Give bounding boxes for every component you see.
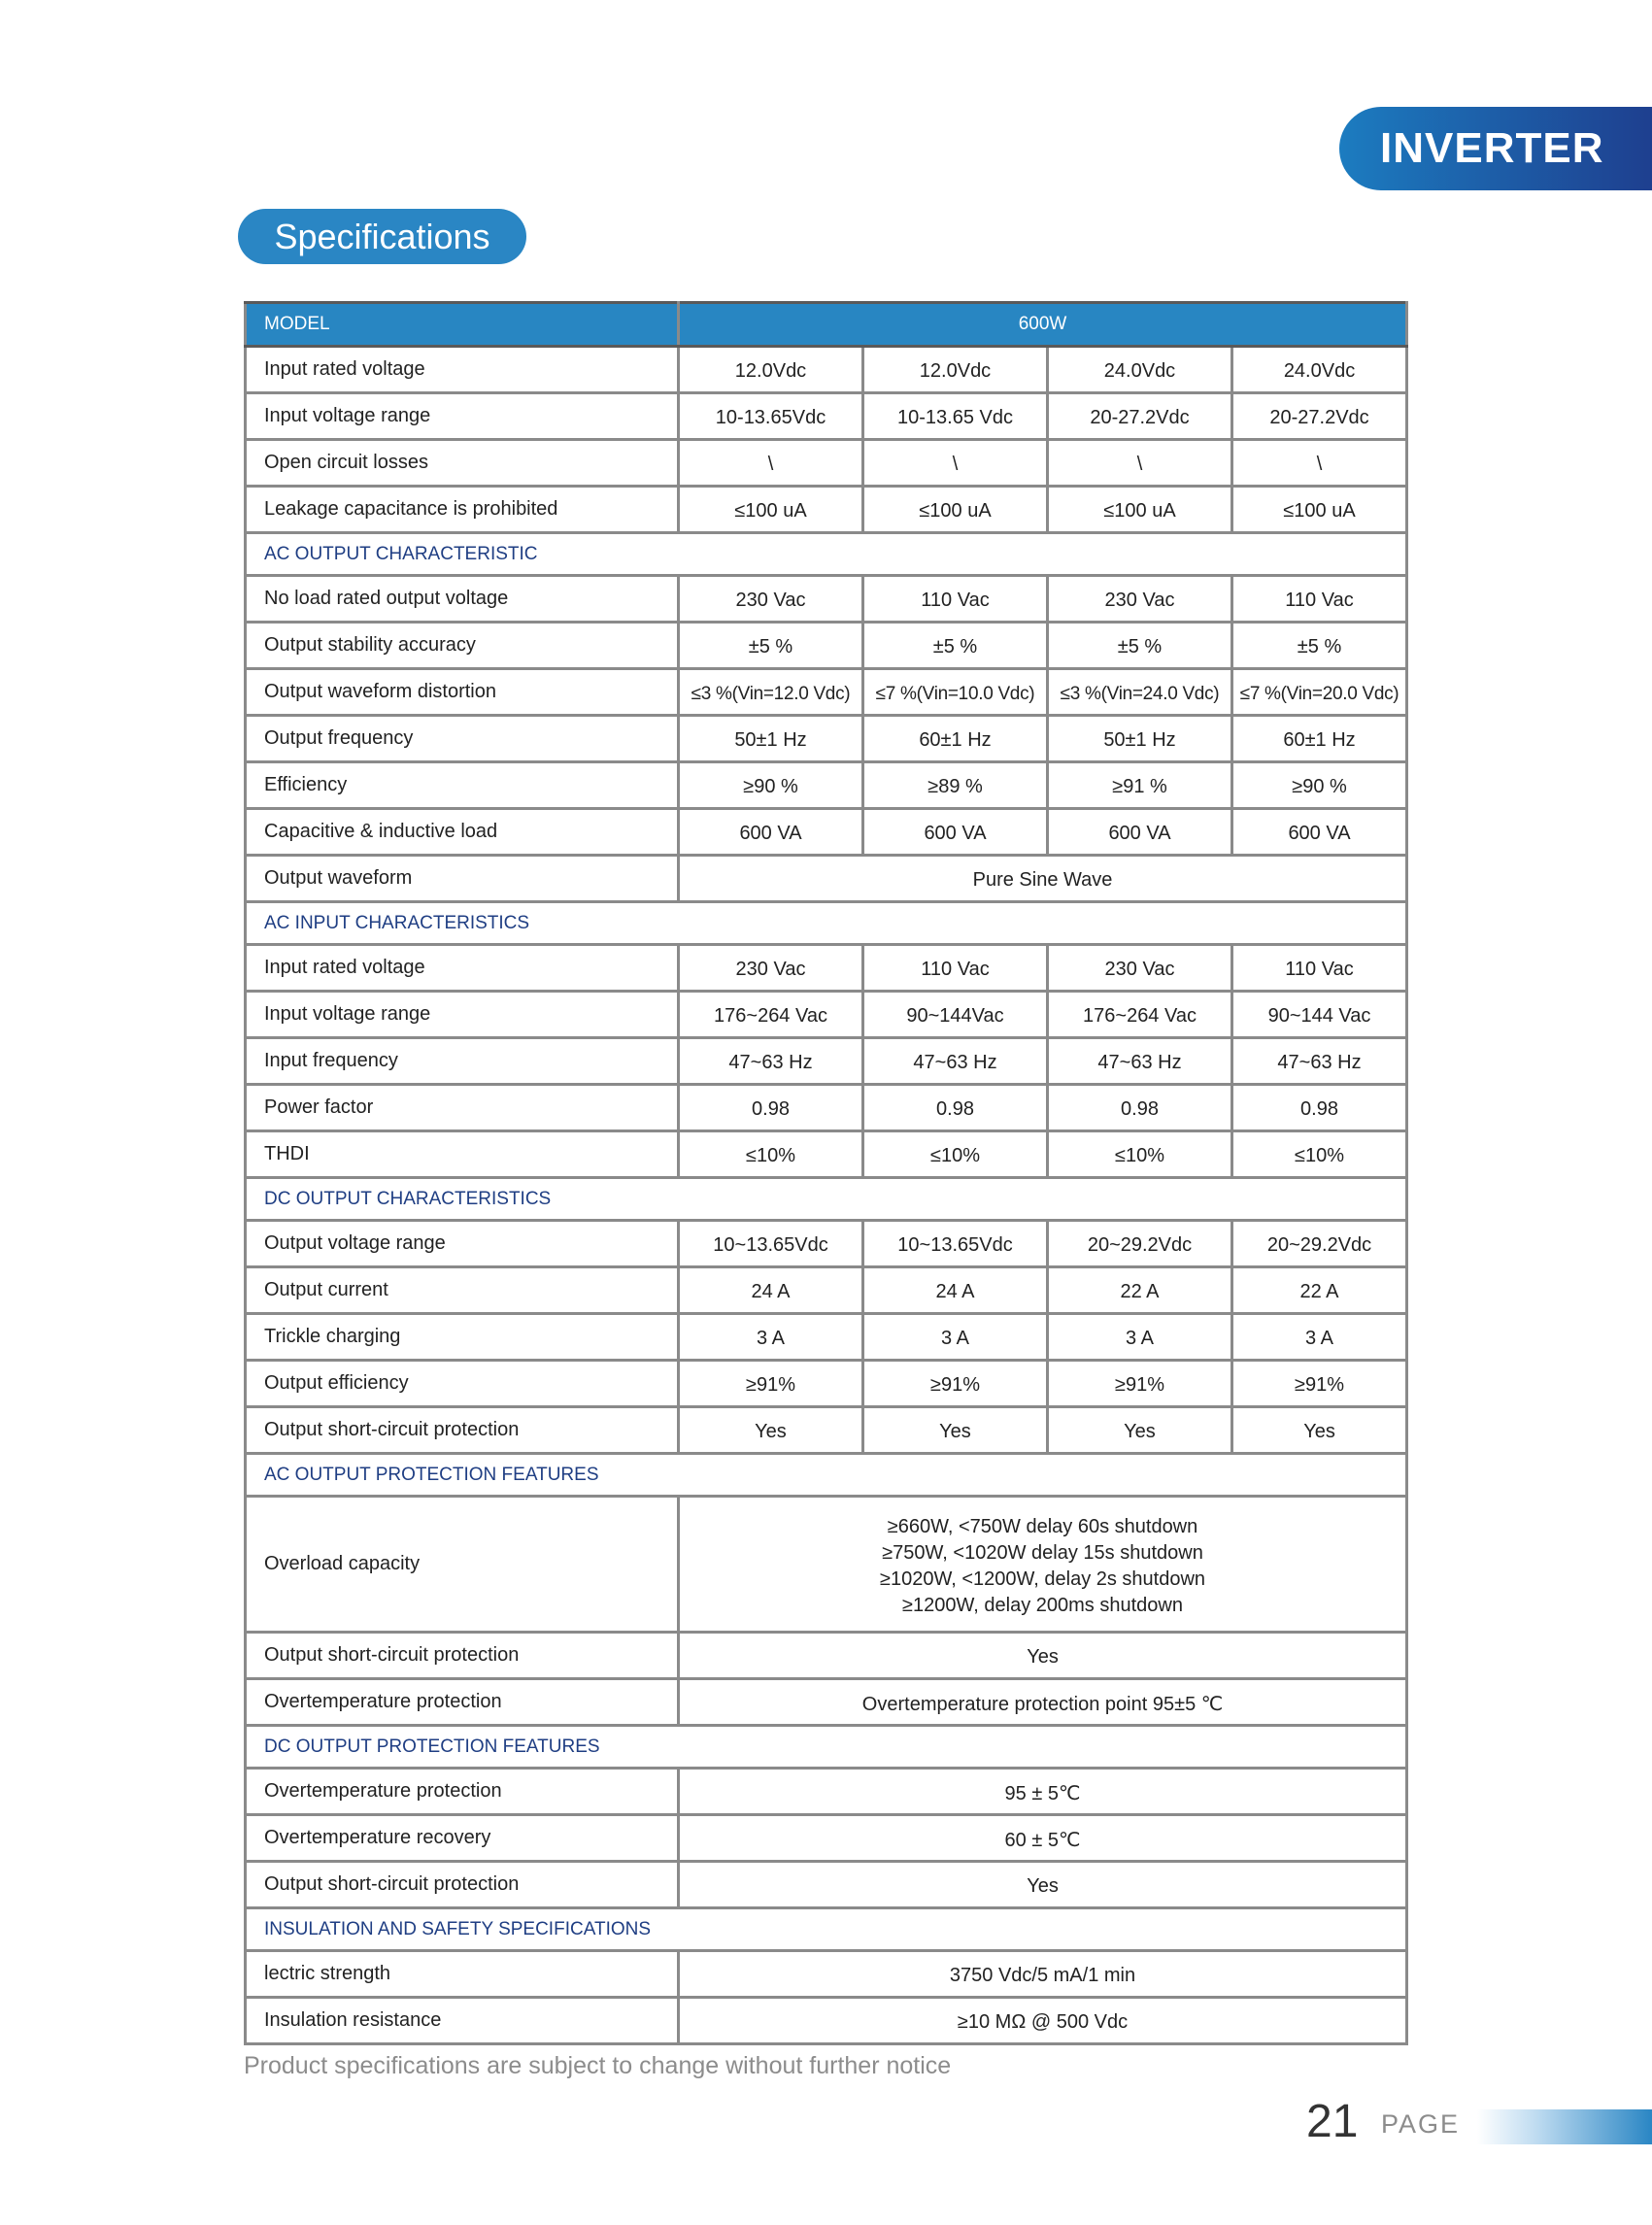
row-label: Overtemperature protection	[246, 1679, 679, 1726]
cell-value: Yes	[679, 1633, 1407, 1679]
cell-value: 10-13.65Vdc	[679, 393, 863, 440]
table-row	[246, 762, 1407, 809]
section-row	[246, 1908, 1407, 1951]
section-row	[246, 1726, 1407, 1769]
cell-value: 22 A	[1232, 1267, 1407, 1314]
cell-value: ≤100 uA	[1048, 487, 1232, 533]
cell-value: 24 A	[863, 1267, 1048, 1314]
page-accent-bar	[1477, 2109, 1652, 2144]
cell-value: ≥90 %	[679, 762, 863, 809]
cell-value: ≥90 %	[1232, 762, 1407, 809]
row-label: Output waveform	[246, 856, 679, 902]
cell-value: 3 A	[679, 1314, 863, 1361]
cell-value: 230 Vac	[1048, 945, 1232, 992]
row-label: Leakage capacitance is prohibited	[246, 487, 679, 533]
table-row	[246, 856, 1407, 902]
cell-value: 10~13.65Vdc	[679, 1221, 863, 1267]
overload-line: ≥660W, <750W delay 60s shutdown	[887, 1515, 1198, 1537]
cell-value: 3 A	[1048, 1314, 1232, 1361]
row-label: Output current	[246, 1267, 679, 1314]
table-row	[246, 440, 1407, 487]
cell-value: Yes	[1232, 1407, 1407, 1454]
row-label: Power factor	[246, 1085, 679, 1131]
section-title: AC OUTPUT CHARACTERISTIC	[246, 533, 1407, 576]
cell-value: 230 Vac	[1048, 576, 1232, 623]
section-title: DC OUTPUT PROTECTION FEATURES	[246, 1726, 1407, 1769]
page-number: 21	[1306, 2096, 1359, 2147]
cell-value: 176~264 Vac	[1048, 992, 1232, 1038]
cell-value: ≥89 %	[863, 762, 1048, 809]
cell-value: 20~29.2Vdc	[1048, 1221, 1232, 1267]
table-row	[246, 945, 1407, 992]
cell-value: 24 A	[679, 1267, 863, 1314]
cell-value: 12.0Vdc	[679, 347, 863, 393]
cell-value: ≥91%	[1232, 1361, 1407, 1407]
row-label: lectric strength	[246, 1951, 679, 1998]
cell-value: 0.98	[1232, 1085, 1407, 1131]
row-label: Output short-circuit protection	[246, 1633, 679, 1679]
cell-value: 110 Vac	[1232, 945, 1407, 992]
cell-value: 24.0Vdc	[1232, 347, 1407, 393]
specifications-table	[244, 301, 1408, 2045]
page-label: PAGE	[1381, 2109, 1461, 2139]
cell-value: ≤3 %(Vin=24.0 Vdc)	[1048, 669, 1232, 716]
cell-value: 10-13.65 Vdc	[863, 393, 1048, 440]
section-title: INSULATION AND SAFETY SPECIFICATIONS	[246, 1908, 1407, 1951]
cell-value: ≤7 %(Vin=10.0 Vdc)	[863, 669, 1048, 716]
cell-value: Overtemperature protection point 95±5 ℃	[679, 1679, 1407, 1726]
cell-value: 47~63 Hz	[1048, 1038, 1232, 1085]
cell-value: ≤10%	[1232, 1131, 1407, 1178]
overload-line: ≥1200W, delay 200ms shutdown	[902, 1594, 1183, 1616]
overload-line: ≥1020W, <1200W, delay 2s shutdown	[879, 1568, 1206, 1590]
cell-value: ≤7 %(Vin=20.0 Vdc)	[1232, 669, 1407, 716]
cell-value: ≤10%	[1048, 1131, 1232, 1178]
table-row	[246, 1998, 1407, 2044]
cell-value: 90~144 Vac	[1232, 992, 1407, 1038]
row-label: Overtemperature recovery	[246, 1815, 679, 1862]
table-row	[246, 1267, 1407, 1314]
cell-value: 176~264 Vac	[679, 992, 863, 1038]
cell-value: ≥91%	[863, 1361, 1048, 1407]
cell-value: 47~63 Hz	[1232, 1038, 1407, 1085]
section-title: DC OUTPUT CHARACTERISTICS	[246, 1178, 1407, 1221]
cell-value: 95 ± 5℃	[679, 1769, 1407, 1815]
row-label: Trickle charging	[246, 1314, 679, 1361]
cell-value: 47~63 Hz	[863, 1038, 1048, 1085]
table-row	[246, 1407, 1407, 1454]
cell-value: 22 A	[1048, 1267, 1232, 1314]
table-row	[246, 1497, 1407, 1633]
cell-value: Yes	[1048, 1407, 1232, 1454]
cell-value: 3 A	[1232, 1314, 1407, 1361]
table-row	[246, 1314, 1407, 1361]
cell-value: ≥91%	[1048, 1361, 1232, 1407]
cell-value: 47~63 Hz	[679, 1038, 863, 1085]
cell-value: ≤100 uA	[863, 487, 1048, 533]
overload-line: ≥750W, <1020W delay 15s shutdown	[882, 1541, 1203, 1564]
cell-value: ±5 %	[863, 623, 1048, 669]
cell-value: 110 Vac	[863, 945, 1048, 992]
row-label: Output frequency	[246, 716, 679, 762]
inverter-tab	[1339, 107, 1652, 190]
row-label: Output waveform distortion	[246, 669, 679, 716]
cell-value: 110 Vac	[1232, 576, 1407, 623]
cell-value: 110 Vac	[863, 576, 1048, 623]
row-label: Capacitive & inductive load	[246, 809, 679, 856]
table-row	[246, 1038, 1407, 1085]
table-row	[246, 576, 1407, 623]
model-label: MODEL	[246, 303, 679, 347]
cell-value: 24.0Vdc	[1048, 347, 1232, 393]
cell-value: 10~13.65Vdc	[863, 1221, 1048, 1267]
table-row	[246, 992, 1407, 1038]
cell-value: ≥91%	[679, 1361, 863, 1407]
cell-value: ≤100 uA	[1232, 487, 1407, 533]
cell-value: 50±1 Hz	[1048, 716, 1232, 762]
cell-value: 50±1 Hz	[679, 716, 863, 762]
cell-value: ≤10%	[863, 1131, 1048, 1178]
table-row	[246, 1679, 1407, 1726]
cell-value: ≥91 %	[1048, 762, 1232, 809]
cell-value: 600 VA	[679, 809, 863, 856]
cell-value: 20-27.2Vdc	[1048, 393, 1232, 440]
row-label: No load rated output voltage	[246, 576, 679, 623]
cell-value: Yes	[679, 1862, 1407, 1908]
cell-value: ≤100 uA	[679, 487, 863, 533]
table-row	[246, 1815, 1407, 1862]
row-label: Output voltage range	[246, 1221, 679, 1267]
row-label: Insulation resistance	[246, 1998, 679, 2044]
row-label: Input voltage range	[246, 393, 679, 440]
cell-value: 3 A	[863, 1314, 1048, 1361]
cell-value: 230 Vac	[679, 945, 863, 992]
cell-value: 20~29.2Vdc	[1232, 1221, 1407, 1267]
table-row	[246, 716, 1407, 762]
cell-value: \	[679, 440, 863, 487]
cell-value: 20-27.2Vdc	[1232, 393, 1407, 440]
table-row	[246, 1131, 1407, 1178]
cell-value: \	[863, 440, 1048, 487]
table-row	[246, 809, 1407, 856]
cell-value: ±5 %	[1232, 623, 1407, 669]
cell-value: 60±1 Hz	[863, 716, 1048, 762]
section-title: AC OUTPUT PROTECTION FEATURES	[246, 1454, 1407, 1497]
cell-value: 0.98	[863, 1085, 1048, 1131]
table-row	[246, 1633, 1407, 1679]
cell-value: 60±1 Hz	[1232, 716, 1407, 762]
cell-value: ±5 %	[679, 623, 863, 669]
cell-value: \	[1048, 440, 1232, 487]
row-label: Output short-circuit protection	[246, 1862, 679, 1908]
table-row	[246, 1361, 1407, 1407]
row-label: Input rated voltage	[246, 347, 679, 393]
cell-value: Yes	[679, 1407, 863, 1454]
row-label: THDI	[246, 1131, 679, 1178]
row-label: Overload capacity	[246, 1497, 679, 1633]
section-row	[246, 1178, 1407, 1221]
cell-value: ≥10 MΩ @ 500 Vdc	[679, 1998, 1407, 2044]
table-row	[246, 669, 1407, 716]
table-row	[246, 1221, 1407, 1267]
row-label: Output stability accuracy	[246, 623, 679, 669]
cell-value: ≤3 %(Vin=12.0 Vdc)	[679, 669, 863, 716]
row-label: Input voltage range	[246, 992, 679, 1038]
table-row	[246, 1862, 1407, 1908]
table-row	[246, 393, 1407, 440]
disclaimer-note: Product specifications are subject to change without further notice	[244, 2052, 952, 2079]
cell-value: 600 VA	[1048, 809, 1232, 856]
table-row	[246, 623, 1407, 669]
specifications-badge	[238, 209, 526, 264]
row-label: Input rated voltage	[246, 945, 679, 992]
cell-value: 230 Vac	[679, 576, 863, 623]
row-label: Output short-circuit protection	[246, 1407, 679, 1454]
row-label: Overtemperature protection	[246, 1769, 679, 1815]
cell-value: 600 VA	[863, 809, 1048, 856]
table-row	[246, 1769, 1407, 1815]
cell-value: 0.98	[679, 1085, 863, 1131]
cell-value: 12.0Vdc	[863, 347, 1048, 393]
cell-value: ±5 %	[1048, 623, 1232, 669]
row-label: Efficiency	[246, 762, 679, 809]
cell-value: Pure Sine Wave	[679, 856, 1407, 902]
table-row	[246, 487, 1407, 533]
section-row	[246, 533, 1407, 576]
cell-value: ≤10%	[679, 1131, 863, 1178]
table-header-row	[246, 303, 1407, 347]
section-title: AC INPUT CHARACTERISTICS	[246, 902, 1407, 945]
cell-value: 90~144Vac	[863, 992, 1048, 1038]
table-row	[246, 347, 1407, 393]
table-row	[246, 1951, 1407, 1998]
model-value: 600W	[679, 303, 1407, 347]
inverter-tab-label: INVERTER	[1380, 124, 1604, 172]
table-row	[246, 1085, 1407, 1131]
cell-value: 3750 Vdc/5 mA/1 min	[679, 1951, 1407, 1998]
section-row	[246, 902, 1407, 945]
overload-capacity-cell	[679, 1497, 1407, 1633]
cell-value: 600 VA	[1232, 809, 1407, 856]
cell-value: \	[1232, 440, 1407, 487]
specifications-badge-label: Specifications	[274, 216, 490, 256]
row-label: Input frequency	[246, 1038, 679, 1085]
cell-value: 0.98	[1048, 1085, 1232, 1131]
row-label: Open circuit losses	[246, 440, 679, 487]
cell-value: 60 ± 5℃	[679, 1815, 1407, 1862]
section-row	[246, 1454, 1407, 1497]
cell-value: Yes	[863, 1407, 1048, 1454]
row-label: Output efficiency	[246, 1361, 679, 1407]
